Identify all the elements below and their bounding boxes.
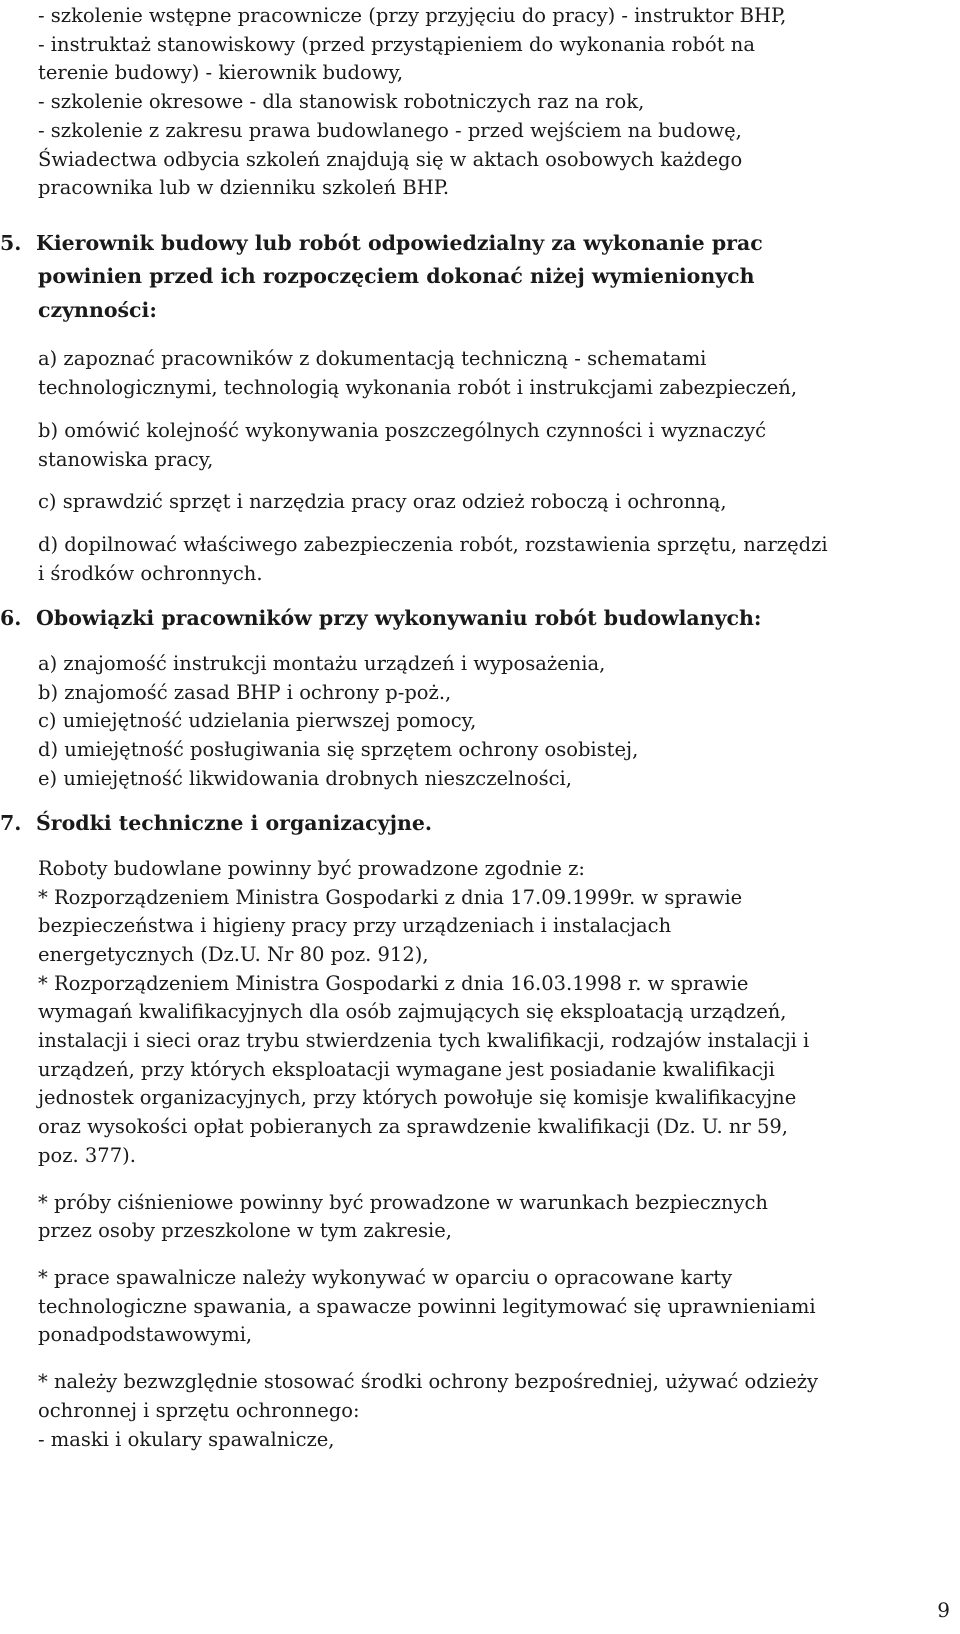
section-5 [0,227,950,588]
section-7-regulations [38,855,950,1171]
section-5-heading [0,227,950,328]
training-line: pracownika lub w dzienniku szkoleń BHP. [38,176,450,200]
section-5-item-a [38,345,950,402]
heading-line: powinien przed ich rozpoczęciem dokonać niżej wymienionych [38,264,755,289]
duty-item: d) umiejętność posługiwania się sprzętem ochrony osobistej, [38,737,639,761]
item-line: i środków ochronnych. [38,561,263,585]
paragraph-line: ochronnej i sprzętu ochronnego: [38,1398,360,1422]
section-6-heading [0,602,950,636]
page-number: 9 [937,1598,950,1622]
paragraph-line: * próby ciśnieniowe powinny być prowadzone w warunkach bezpiecznych [38,1190,768,1214]
paragraph-line: jednostek organizacyjnych, przy których powołuje się komisje kwalifikacyjne [38,1086,797,1110]
training-line: - szkolenie okresowe - dla stanowisk robotniczych raz na rok, [38,90,645,114]
paragraph-line: poz. 377). [38,1143,136,1167]
paragraph-line: przez osoby przeszkolone w tym zakresie, [38,1219,452,1243]
heading-line: Kierownik budowy lub robót odpowiedzialny za wykonanie prac [36,230,763,255]
section-7 [0,807,950,1454]
paragraph-line: * prace spawalnicze należy wykonywać w oparciu o opracowane karty [38,1266,733,1289]
item-line: technologicznymi, technologią wykonania robót i instrukcjami zabezpieczeń, [38,376,798,400]
section-7-welding [38,1264,950,1350]
paragraph-line: technologiczne spawania, a spawacze powinni legitymować się uprawnieniami [38,1294,816,1318]
section-number: 6. [0,606,22,631]
training-line: - instruktaż stanowiskowy (przed przystąpieniem do wykonania robót na [38,32,755,56]
heading-text: Środki techniczne i organizacyjne. [36,811,433,836]
item-line: d) dopilnować właściwego zabezpieczenia robót, rozstawienia sprzętu, narzędzi [38,532,828,556]
training-list [38,0,950,203]
item-line: c) sprawdzić sprzęt i narzędzia pracy oraz odzież roboczą i ochronną, [38,490,727,514]
item-line: b) omówić kolejność wykonywania poszczególnych czynności i wyznaczyć [38,418,767,442]
paragraph-line: * Rozporządzeniem Ministra Gospodarki z dnia 16.03.1998 r. w sprawie [38,971,749,995]
paragraph-line: Roboty budowlane powinny być prowadzone zgodnie z: [38,856,585,880]
paragraph-line: urządzeń, przy których eksploatacji wymagane jest posiadanie kwalifikacji [38,1057,775,1081]
paragraph-line: - maski i okulary spawalnicze, [38,1427,335,1451]
section-number: 5. [0,230,22,255]
training-line: terenie budowy) - kierownik budowy, [38,61,404,85]
paragraph-line: oraz wysokości opłat pobieranych za sprawdzenie kwalifikacji (Dz. U. nr 59, [38,1115,788,1139]
duty-item: b) znajomość zasad BHP i ochrony p-poż., [38,680,452,704]
paragraph-line: * Rozporządzeniem Ministra Gospodarki z dnia 17.09.1999r. w sprawie [38,885,743,909]
heading-text: Obowiązki pracowników przy wykonywaniu robót budowlanych: [36,606,762,631]
duty-item: e) umiejętność likwidowania drobnych nieszczelności, [38,766,572,790]
duty-item: c) umiejętność udzielania pierwszej pomocy, [38,709,477,733]
item-line: stanowiska pracy, [38,447,214,471]
section-number: 7. [0,811,22,836]
section-5-item-d [38,531,950,588]
paragraph-line: energetycznych (Dz.U. Nr 80 poz. 912), [38,942,429,966]
section-7-protection [38,1368,950,1454]
section-5-item-b [38,417,950,474]
training-line: - szkolenie z zakresu prawa budowlanego - przed wejściem na budowę, [38,118,742,142]
paragraph-line: wymagań kwalifikacyjnych dla osób zajmujących się eksploatacją urządzeń, [38,1000,787,1024]
section-5-item-c [38,488,950,517]
paragraph-line: bezpieczeństwa i higieny pracy przy urządzeniach i instalacjach [38,914,672,938]
training-line: Świadectwa odbycia szkoleń znajdują się w aktach osobowych każdego [38,147,743,171]
section-6 [0,602,950,793]
paragraph-line: ponadpodstawowymi, [38,1323,253,1347]
heading-line: czynności: [38,297,157,322]
section-7-pressure-tests [38,1189,950,1246]
paragraph-line: instalacji i sieci oraz trybu stwierdzenia tych kwalifikacji, rodzajów instalacji i [38,1029,810,1053]
training-line: - szkolenie wstępne pracownicze (przy przyjęciu do pracy) - instruktor BHP, [38,4,787,27]
paragraph-line: * należy bezwzględnie stosować środki ochrony bezpośredniej, używać odzieży [38,1370,819,1394]
duty-item: a) znajomość instrukcji montażu urządzeń i wyposażenia, [38,651,606,675]
section-7-heading [0,807,950,841]
item-line: a) zapoznać pracowników z dokumentacją techniczną - schematami [38,347,707,371]
